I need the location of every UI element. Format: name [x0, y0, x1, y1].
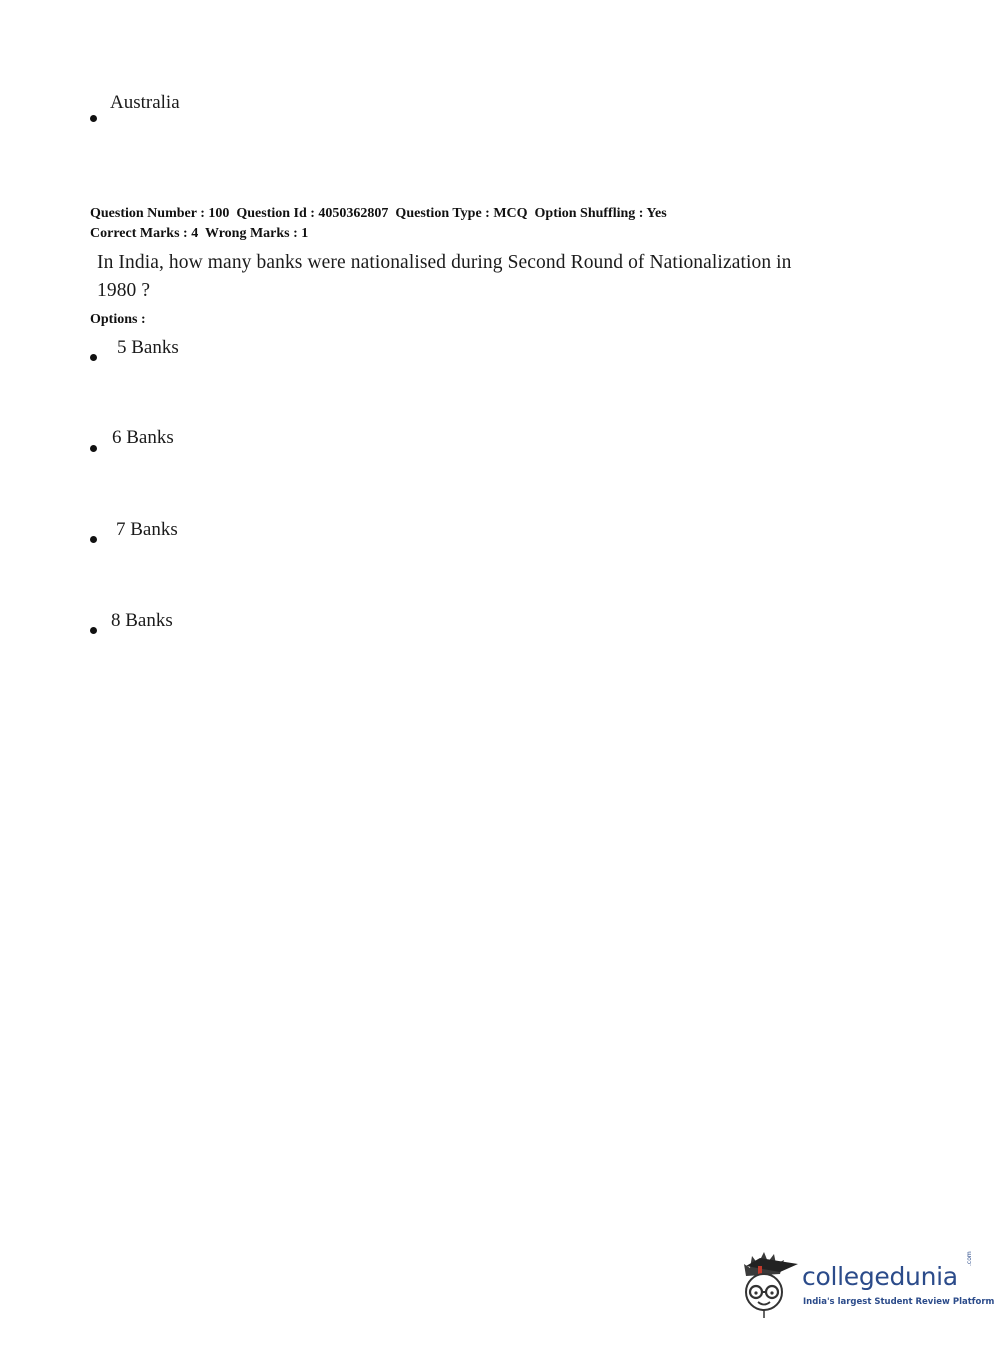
collegedunia-logo: [740, 1246, 995, 1320]
brand-suffix: .com: [966, 1251, 973, 1266]
brand-tagline: India's largest Student Review Platform: [803, 1297, 995, 1307]
brand-name: collegedunia: [802, 1262, 958, 1291]
question-text-line1: In India, how many banks were nationalised during Second Round of Nationalization in: [97, 252, 792, 273]
previous-option-text: Australia: [110, 92, 180, 113]
option-c: 7 Banks: [116, 519, 178, 540]
options-label: Options :: [90, 312, 146, 327]
option-bullet: [90, 115, 97, 122]
question-meta-line1: Question Number : 100 Question Id : 4050362807 Question Type : MCQ Option Shuffling : Yes: [90, 206, 667, 221]
option-bullet: [90, 445, 97, 452]
option-bullet: [90, 627, 97, 634]
option-bullet: [90, 536, 97, 543]
option-d: 8 Banks: [111, 610, 173, 631]
question-meta-line2: Correct Marks : 4 Wrong Marks : 1: [90, 226, 309, 241]
question-text-line2: 1980 ?: [97, 280, 151, 301]
option-b: 6 Banks: [112, 427, 174, 448]
option-bullet: [90, 354, 97, 361]
question-text: [97, 249, 887, 305]
option-a: 5 Banks: [117, 337, 179, 358]
student-mascot-icon: [740, 1246, 802, 1320]
